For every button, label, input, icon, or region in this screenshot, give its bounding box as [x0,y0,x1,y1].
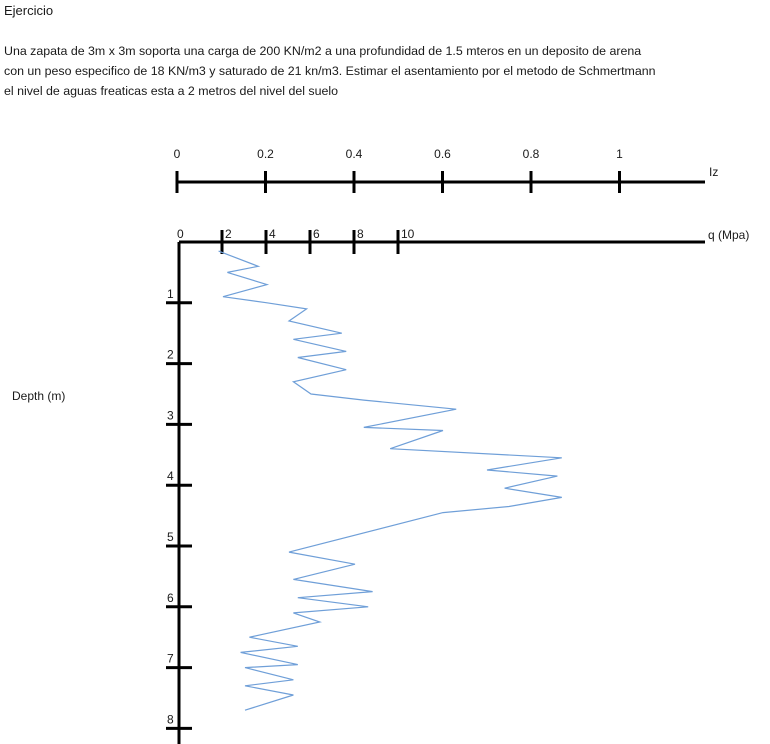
depth-tick-label-6: 6 [167,590,174,605]
q-tick-label-4: 8 [357,227,364,241]
depth-tick-label-1: 1 [167,286,174,301]
depth-tick-label-4: 4 [167,469,174,484]
iz-tick-label-3: 0.6 [434,147,451,161]
depth-tick-label-3: 3 [167,408,174,423]
problem-line-3: el nivel de aguas freaticas esta a 2 metros del nivel del suelo [4,84,339,98]
iz-axis [174,147,719,193]
depth-axis-label: Depth (m) [12,389,66,403]
q-axis-label: q (Mpa) [708,228,750,242]
q-tick-label-5: 10 [401,227,415,241]
depth-tick-label-2: 2 [167,347,174,362]
q-tick-label-2: 4 [269,227,276,241]
q-tick-label-3: 6 [313,227,320,241]
iz-tick-label-2: 0.4 [345,147,363,161]
depth-tick-label-5: 5 [167,530,174,544]
cpt-profile-series [219,251,562,710]
problem-line-1: Una zapata de 3m x 3m soporta una carga de 200 KN/m2 a una profundidad de 1.5 mteros en un deposito de arena [4,44,642,58]
cpt-profile-line [219,251,562,710]
problem-line-2: con un peso especifico de 18 KN/m3 y saturado de 21 kn/m3. Estimar el asentamiento por el metodo de Schmertmann [4,64,656,78]
exercise-heading: Ejercicio [4,3,54,18]
q-axis [177,227,749,254]
iz-tick-label-4: 0.8 [522,147,540,161]
depth-tick-label-7: 7 [167,651,174,666]
iz-tick-label-1: 0.2 [257,147,274,161]
q-tick-label-0: 0 [177,227,184,241]
depth-tick-label-8: 8 [167,712,174,727]
iz-tick-label-0: 0 [173,147,181,161]
iz-tick-label-5: 1 [616,147,623,161]
depth-axis [12,242,192,744]
iz-axis-label: Iz [709,165,719,179]
q-tick-label-1: 2 [225,227,232,241]
